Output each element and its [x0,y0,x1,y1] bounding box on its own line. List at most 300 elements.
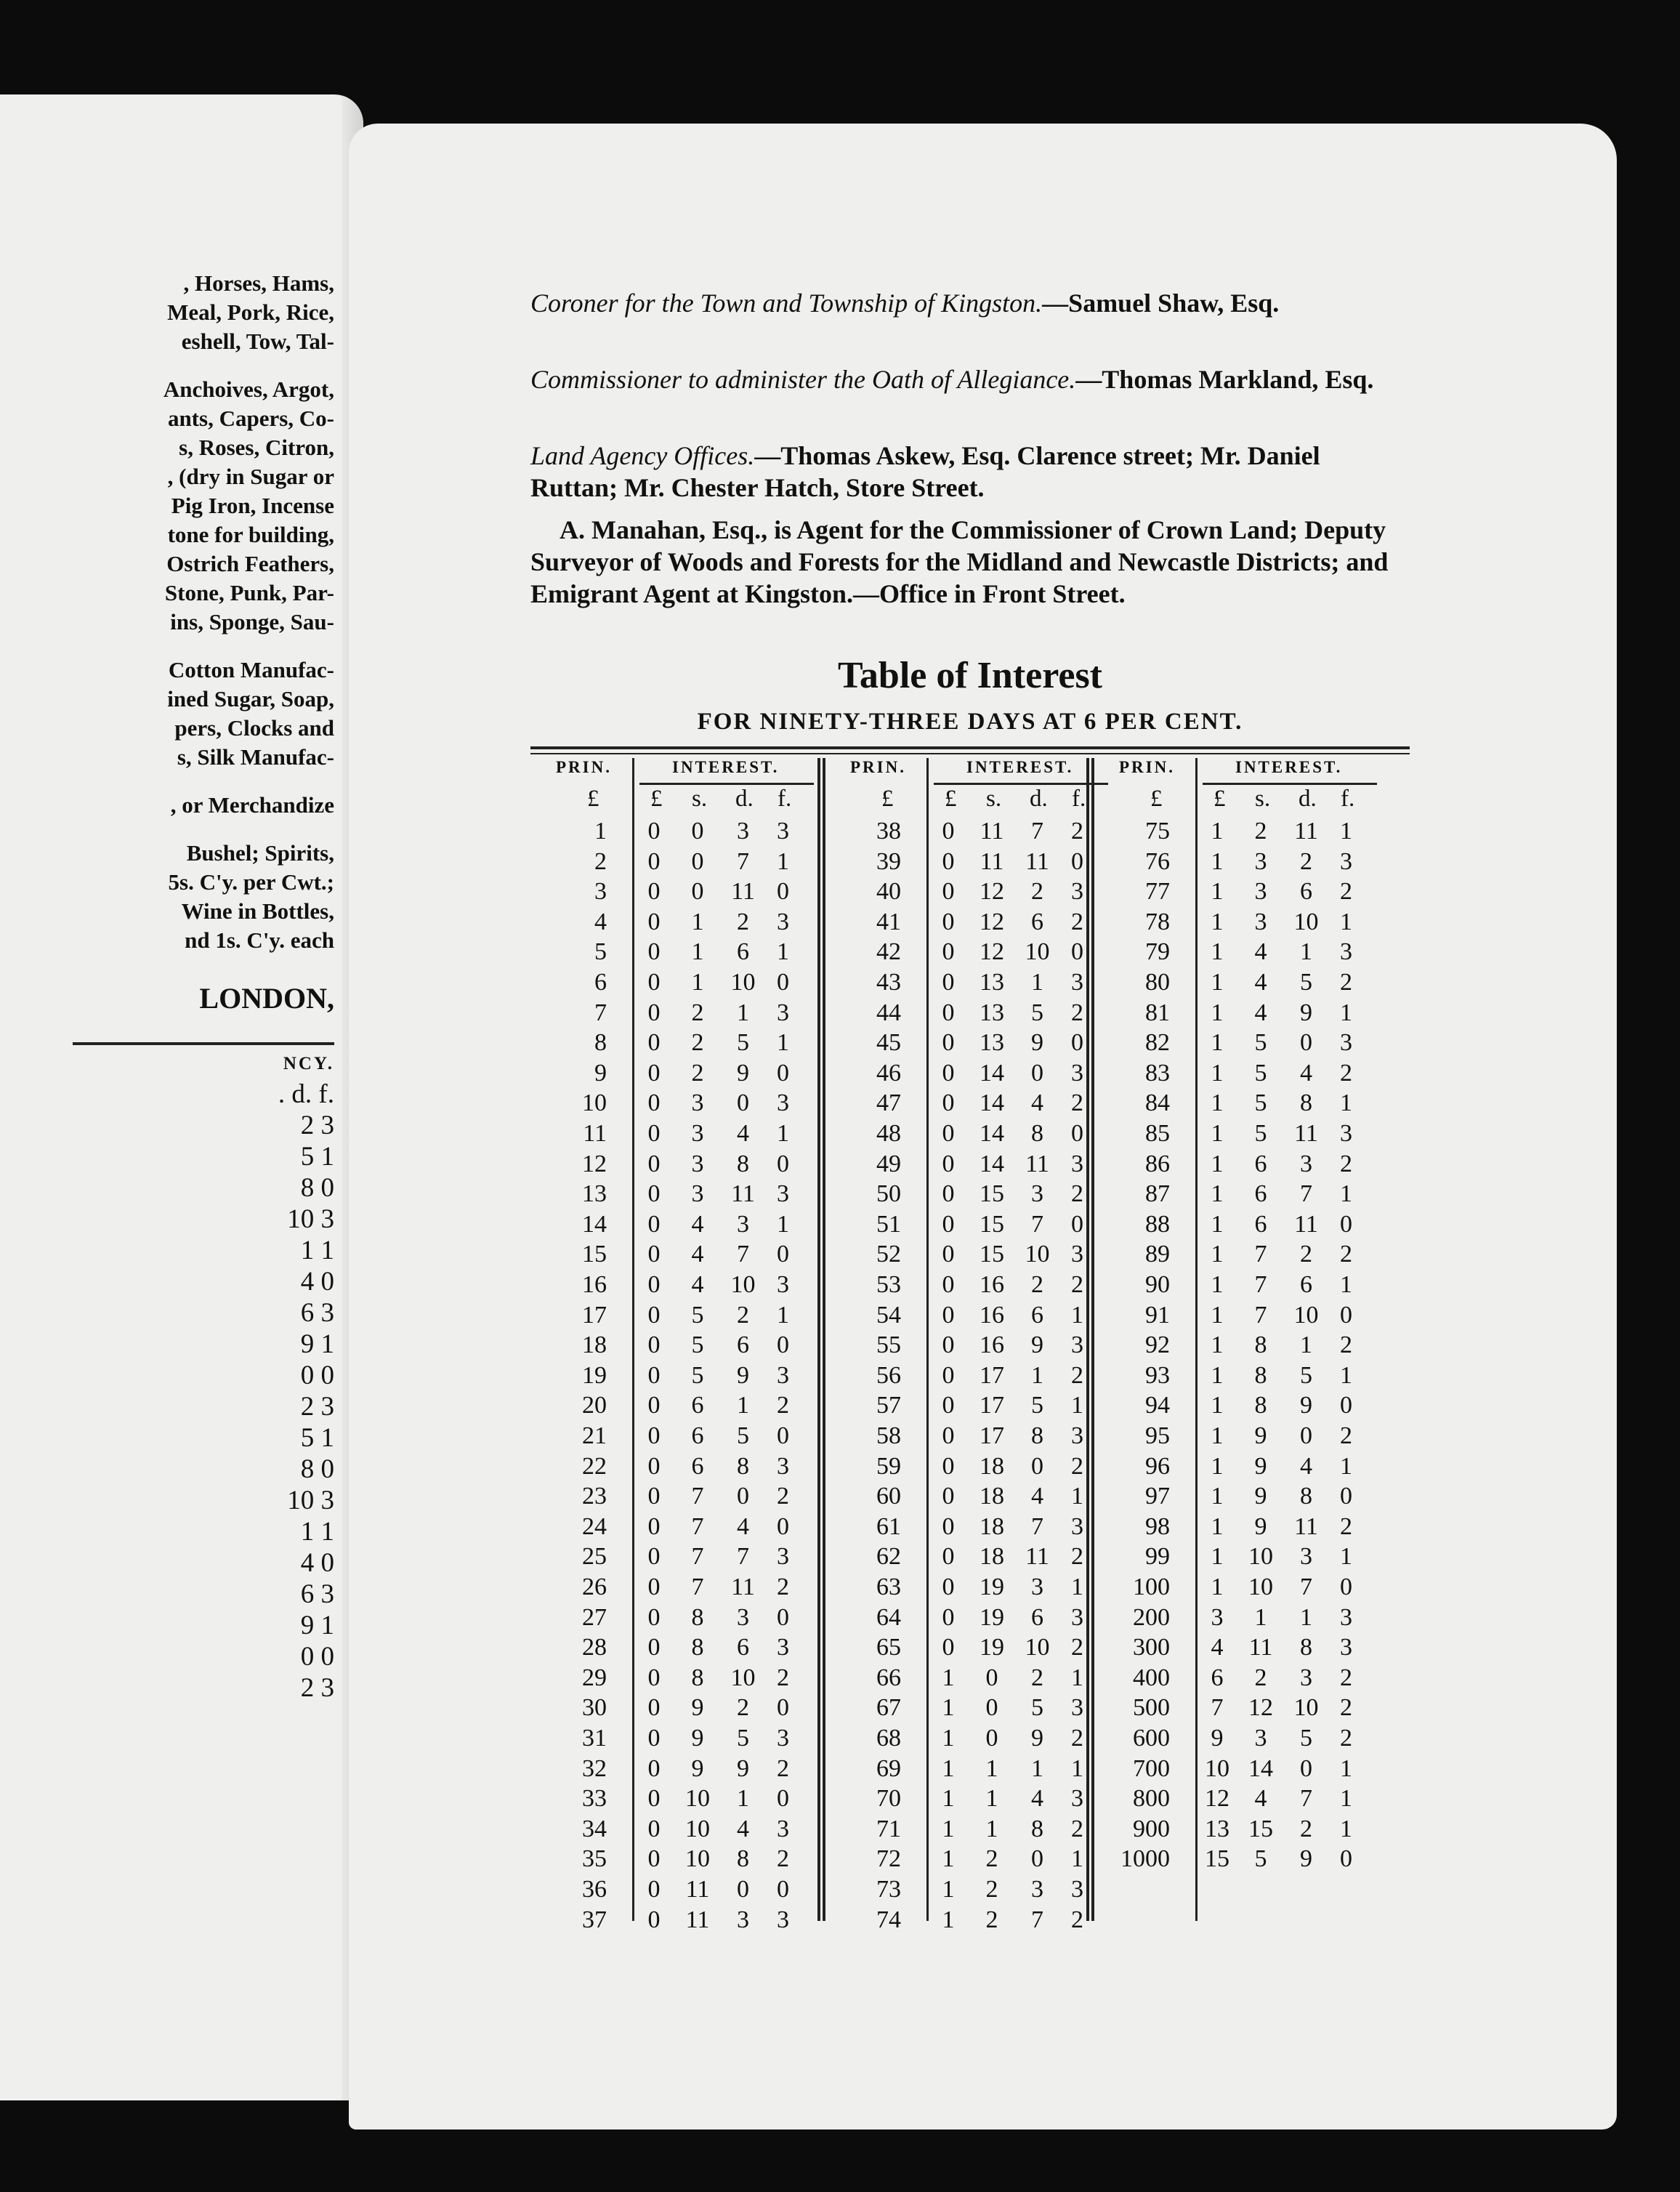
cell-pence: 1 [1300,1603,1312,1631]
cell-shillings: 2 [691,1029,704,1057]
left-table-value: 5 1 [300,1142,334,1172]
table-row [825,1361,1112,1390]
cell-pounds: 0 [647,1392,661,1419]
left-text-line: s, Silk Manufac- [177,744,334,770]
cell-shillings: 3 [1254,878,1267,906]
cell-principal: 33 [582,1785,607,1813]
cell-principal: 39 [876,847,901,875]
table-row [530,1209,817,1239]
cell-farthings: 2 [1071,1634,1083,1661]
table-row [530,1663,817,1693]
cell-shillings: 15 [980,1180,1004,1208]
cell-farthings: 1 [777,1029,789,1057]
cell-pence: 8 [1031,1422,1043,1449]
cell-principal: 10 [582,1089,607,1117]
cell-farthings: 2 [1071,999,1083,1026]
cell-pence: 0 [1300,1029,1312,1057]
cell-pence: 7 [1300,1574,1312,1600]
table-row [530,907,817,937]
cell-shillings: 5 [1254,1845,1267,1873]
cell-pence: 7 [1031,818,1043,845]
cell-farthings: 0 [1340,1392,1352,1419]
left-table-value: 0 0 [300,1361,334,1390]
cell-shillings: 1 [691,969,704,996]
cell-principal: 95 [1145,1422,1170,1449]
cell-shillings: 9 [1254,1483,1267,1510]
cell-pounds: 0 [647,1241,661,1268]
cell-principal: 44 [876,999,901,1026]
cell-shillings: 11 [980,818,1004,845]
cell-pence: 10 [1293,1301,1319,1329]
interest-table [530,758,1410,1935]
cell-principal: 7 [594,999,607,1026]
table-row [530,1693,817,1722]
cell-pounds: 0 [647,1331,661,1359]
cell-principal: 90 [1145,1271,1170,1298]
cell-pounds: 1 [1211,908,1224,935]
cell-pence: 7 [1300,1785,1312,1813]
table-row [825,1149,1112,1179]
cell-principal: 75 [1145,818,1170,845]
cell-farthings: 3 [1071,878,1083,906]
cell-shillings: 12 [1248,1694,1273,1722]
table-row [1094,1512,1381,1542]
cell-farthings: 3 [1340,1029,1352,1057]
unit-pounds: £ [945,786,957,812]
cell-principal: 4 [594,908,607,935]
cell-shillings: 11 [1248,1634,1273,1661]
cell-shillings: 15 [980,1210,1004,1238]
cell-pence: 4 [1300,1059,1312,1087]
cell-farthings: 1 [1340,818,1352,845]
table-row [530,1572,817,1602]
table-row [530,1149,817,1179]
cell-pence: 10 [1293,908,1319,935]
cell-farthings: 3 [777,1271,789,1298]
cell-principal: 2 [594,847,607,875]
cell-pounds: 0 [942,1241,955,1268]
cell-farthings: 0 [777,1512,789,1540]
left-table-value: 8 0 [300,1454,334,1484]
cell-farthings: 0 [1071,938,1083,966]
cell-farthings: 3 [777,1906,789,1933]
cell-pence: 10 [1025,938,1050,966]
cell-pounds: 1 [1211,1512,1224,1540]
cell-pounds: 0 [647,878,661,906]
cell-pence: 6 [1300,1271,1312,1298]
cell-pounds: 0 [647,1634,661,1661]
table-row [825,1905,1112,1935]
cell-pounds: 1 [1211,818,1224,845]
cell-pounds: 0 [647,999,661,1026]
paragraph-commissioner [530,363,1410,395]
header-interest: INTEREST. [966,758,1074,776]
cell-pounds: 1 [1211,1543,1224,1571]
left-heading: LONDON, [199,982,334,1015]
table-row [530,1361,817,1390]
table-row [1094,1481,1381,1511]
cell-principal: 20 [582,1392,607,1419]
cell-shillings: 5 [1254,1059,1267,1087]
table-row [825,967,1112,997]
table-row [825,1270,1112,1300]
cell-shillings: 3 [691,1089,704,1117]
cell-principal: 61 [876,1512,901,1540]
cell-farthings: 3 [1071,1785,1083,1813]
cell-pounds: 0 [647,1815,661,1842]
cell-principal: 68 [876,1725,901,1752]
cell-farthings: 1 [1340,1543,1352,1571]
left-page-text [73,269,334,1704]
cell-pounds: 1 [1211,1089,1224,1117]
cell-shillings: 16 [980,1271,1004,1298]
cell-principal: 600 [1133,1725,1170,1752]
cell-farthings: 3 [777,1089,789,1117]
left-table-value: 5 1 [300,1423,334,1453]
cell-shillings: 17 [980,1361,1004,1389]
table-row [1094,1542,1381,1571]
cell-principal: 83 [1145,1059,1170,1087]
cell-shillings: 6 [691,1392,704,1419]
cell-farthings: 2 [1340,969,1352,996]
cell-pounds: 0 [647,1452,661,1480]
cell-pence: 1 [737,999,749,1026]
left-table-value: 8 0 [300,1173,334,1203]
table-row [825,937,1112,967]
cell-principal: 1000 [1120,1845,1170,1873]
cell-pence: 3 [1031,1574,1043,1600]
table-row [825,816,1112,846]
table-row [530,1481,817,1511]
cell-pounds: 1 [942,1876,955,1903]
cell-principal: 13 [582,1180,607,1208]
cell-pounds: 0 [647,1150,661,1177]
cell-shillings: 10 [685,1785,710,1813]
cell-farthings: 3 [777,1543,789,1571]
cell-farthings: 2 [1340,1725,1352,1752]
cell-principal: 26 [582,1574,607,1600]
cell-pence: 3 [1300,1150,1312,1177]
table-row [1094,1390,1381,1420]
left-text-line: , (dry in Sugar or [167,464,334,489]
left-table-header: NCY. [283,1054,334,1073]
table-row [530,1421,817,1451]
cell-pence: 9 [1031,1331,1043,1359]
cell-pence: 7 [1031,1906,1043,1933]
cell-pence: 0 [1300,1422,1312,1449]
cell-pounds: 13 [1205,1815,1229,1842]
cell-shillings: 1 [691,908,704,935]
cell-shillings: 15 [980,1241,1004,1268]
cell-shillings: 12 [980,908,1004,935]
cell-farthings: 1 [1340,1785,1352,1813]
cell-pence: 9 [1300,999,1312,1026]
cell-shillings: 5 [1254,1120,1267,1147]
cell-farthings: 1 [1340,1452,1352,1480]
cell-pounds: 0 [647,1059,661,1087]
cell-principal: 100 [1133,1574,1170,1600]
unit-prin: £ [881,786,894,812]
cell-pence: 11 [1294,818,1318,845]
cell-principal: 96 [1145,1452,1170,1480]
cell-principal: 84 [1145,1089,1170,1117]
cell-pence: 7 [1031,1210,1043,1238]
table-row [1094,1361,1381,1390]
cell-farthings: 0 [1340,1574,1352,1600]
cell-principal: 800 [1133,1785,1170,1813]
paragraph-commissioner-text: —Thomas Markland, Esq. [1075,365,1374,394]
cell-farthings: 3 [1340,1120,1352,1147]
cell-principal: 22 [582,1452,607,1480]
cell-pence: 11 [1025,1543,1049,1571]
cell-pence: 11 [1025,847,1049,875]
table-row [825,1451,1112,1481]
cell-pence: 3 [737,1210,749,1238]
unit-pence: d. [735,786,754,812]
cell-pounds: 1 [1211,1574,1224,1600]
cell-principal: 21 [582,1422,607,1449]
cell-shillings: 10 [685,1815,710,1842]
cell-pounds: 0 [942,1483,955,1510]
cell-shillings: 2 [985,1845,998,1873]
cell-pounds: 0 [647,1483,661,1510]
cell-shillings: 8 [1254,1361,1267,1389]
left-table-value: 9 1 [300,1329,334,1359]
table-row [825,1300,1112,1330]
table-row [530,1239,817,1269]
cell-pence: 9 [1031,1725,1043,1752]
right-page [349,124,1617,2129]
cell-pence: 7 [1300,1180,1312,1208]
cell-principal: 36 [582,1876,607,1903]
cell-farthings: 3 [1071,1059,1083,1087]
unit-shillings: s. [692,786,708,812]
cell-shillings: 14 [980,1089,1004,1117]
cell-shillings: 3 [691,1120,704,1147]
cell-pence: 5 [737,1422,749,1449]
cell-pounds: 0 [647,1725,661,1752]
cell-principal: 73 [876,1876,901,1903]
cell-principal: 11 [583,1120,607,1147]
cell-farthings: 1 [1340,1361,1352,1389]
table-row [825,1663,1112,1693]
cell-pence: 3 [737,1603,749,1631]
cell-principal: 47 [876,1089,901,1117]
unit-shillings: s. [986,786,1002,812]
cell-pence: 4 [1300,1452,1312,1480]
cell-farthings: 2 [1071,908,1083,935]
cell-principal: 78 [1145,908,1170,935]
table-row [530,1784,817,1813]
cell-shillings: 7 [1254,1301,1267,1329]
cell-pounds: 0 [942,1210,955,1238]
cell-pounds: 1 [942,1725,955,1752]
cell-pence: 7 [737,847,749,875]
cell-farthings: 2 [1340,1059,1352,1087]
cell-principal: 60 [876,1483,901,1510]
cell-pence: 0 [1031,1845,1043,1873]
table-row [530,1179,817,1209]
table-title: Table of Interest [838,655,1102,696]
cell-pounds: 0 [647,1180,661,1208]
cell-shillings: 5 [1254,1029,1267,1057]
cell-farthings: 2 [1340,1150,1352,1177]
cell-principal: 85 [1145,1120,1170,1147]
left-table-value: 1 1 [300,1236,334,1265]
paragraph-land-agency-text: —Thomas Askew, Esq. Clarence street; Mr. Daniel Ruttan; Mr. Chester Hatch, Store Street. [530,441,1320,502]
table-row [825,1844,1112,1874]
cell-farthings: 3 [1071,1512,1083,1540]
table-row [530,1844,817,1874]
cell-farthings: 1 [1340,1754,1352,1782]
cell-pence: 2 [1031,878,1043,906]
cell-farthings: 3 [1071,1331,1083,1359]
table-row [825,1512,1112,1542]
cell-farthings: 3 [1071,1694,1083,1722]
header-interest: INTEREST. [1235,758,1343,776]
cell-shillings: 9 [691,1694,704,1722]
cell-pence: 11 [731,878,755,906]
table-row [1094,1209,1381,1239]
cell-farthings: 1 [1340,1815,1352,1842]
cell-pence: 2 [737,1694,749,1722]
table-row [530,877,817,906]
cell-shillings: 6 [691,1422,704,1449]
cell-pence: 8 [737,1845,749,1873]
cell-principal: 67 [876,1694,901,1722]
cell-shillings: 6 [1254,1150,1267,1177]
cell-pounds: 0 [942,1422,955,1449]
cell-pence: 9 [1300,1845,1312,1873]
cell-principal: 46 [876,1059,901,1087]
cell-pence: 6 [737,1634,749,1661]
cell-pounds: 0 [647,1603,661,1631]
cell-shillings: 0 [691,847,704,875]
cell-pence: 4 [1031,1785,1043,1813]
cell-shillings: 7 [1254,1271,1267,1298]
left-text-line: , Horses, Hams, [183,270,334,296]
cell-principal: 54 [876,1301,901,1329]
cell-shillings: 3 [1254,908,1267,935]
cell-pounds: 0 [942,1331,955,1359]
cell-pence: 5 [737,1725,749,1752]
paragraph-commissioner-italic: Commissioner to administer the Oath of Allegiance. [530,365,1076,394]
cell-shillings: 2 [691,999,704,1026]
cell-principal: 42 [876,938,901,966]
cell-pence: 5 [1300,1361,1312,1389]
cell-farthings: 3 [1340,1634,1352,1661]
cell-principal: 93 [1145,1361,1170,1389]
table-row [530,998,817,1028]
cell-principal: 91 [1145,1301,1170,1329]
cell-shillings: 6 [691,1452,704,1480]
cell-shillings: 9 [691,1754,704,1782]
cell-shillings: 0 [691,818,704,845]
cell-shillings: 2 [985,1906,998,1933]
cell-pence: 6 [737,938,749,966]
cell-farthings: 0 [1340,1301,1352,1329]
cell-principal: 63 [876,1574,901,1600]
cell-pounds: 1 [942,1664,955,1691]
cell-farthings: 0 [777,1422,789,1449]
cell-pence: 11 [1025,1150,1049,1177]
left-table-value: 10 3 [287,1204,334,1234]
table-row [825,1390,1112,1420]
cell-principal: 34 [582,1815,607,1842]
cell-pounds: 0 [647,938,661,966]
table-row [530,847,817,877]
cell-pence: 5 [1031,1694,1043,1722]
cell-principal: 17 [582,1301,607,1329]
table-row [1094,1088,1381,1118]
cell-principal: 80 [1145,969,1170,996]
cell-farthings: 0 [777,1694,789,1722]
table-row [1094,1058,1381,1088]
cell-pounds: 0 [647,1361,661,1389]
cell-shillings: 1 [985,1754,998,1782]
cell-pence: 4 [1031,1089,1043,1117]
cell-farthings: 2 [1340,1512,1352,1540]
cell-shillings: 14 [1248,1754,1273,1782]
cell-pounds: 1 [1211,1301,1224,1329]
cell-pounds: 1 [1211,1452,1224,1480]
cell-pence: 7 [1031,1512,1043,1540]
left-table-value: 4 0 [300,1548,334,1578]
cell-pence: 10 [730,1271,756,1298]
cell-farthings: 2 [1340,1241,1352,1268]
table-row [530,1723,817,1753]
cell-pence: 8 [1300,1634,1312,1661]
cell-pounds: 1 [1211,1210,1224,1238]
cell-pounds: 0 [647,1906,661,1933]
table-row [1094,907,1381,937]
cell-pounds: 1 [1211,938,1224,966]
left-text-line: s, Roses, Citron, [179,435,334,460]
cell-pounds: 0 [647,1845,661,1873]
paragraph-coroner-text: —Samuel Shaw, Esq. [1042,289,1280,318]
cell-farthings: 3 [1071,1150,1083,1177]
table-row [1094,1723,1381,1753]
cell-pence: 10 [1293,1694,1319,1722]
cell-shillings: 16 [980,1301,1004,1329]
cell-principal: 200 [1133,1603,1170,1631]
cell-farthings: 1 [777,938,789,966]
cell-pence: 5 [737,1029,749,1057]
unit-shillings: s. [1255,786,1271,812]
unit-farthings: f. [778,786,792,812]
cell-farthings: 2 [1340,1331,1352,1359]
table-row [1094,937,1381,967]
table-row [825,1119,1112,1148]
cell-shillings: 8 [1254,1392,1267,1419]
table-row [1094,877,1381,906]
cell-shillings: 1 [691,938,704,966]
cell-pence: 1 [1031,969,1043,996]
cell-pounds: 0 [942,1271,955,1298]
table-row [530,1119,817,1148]
table-row [1094,967,1381,997]
cell-shillings: 19 [980,1634,1004,1661]
cell-pounds: 15 [1205,1845,1229,1873]
cell-farthings: 0 [777,1241,789,1268]
cell-farthings: 3 [777,818,789,845]
table-row [825,907,1112,937]
left-text-line: ants, Capers, Co- [167,406,334,431]
table-row [825,1542,1112,1571]
cell-farthings: 3 [777,1361,789,1389]
cell-shillings: 17 [980,1392,1004,1419]
cell-principal: 88 [1145,1210,1170,1238]
